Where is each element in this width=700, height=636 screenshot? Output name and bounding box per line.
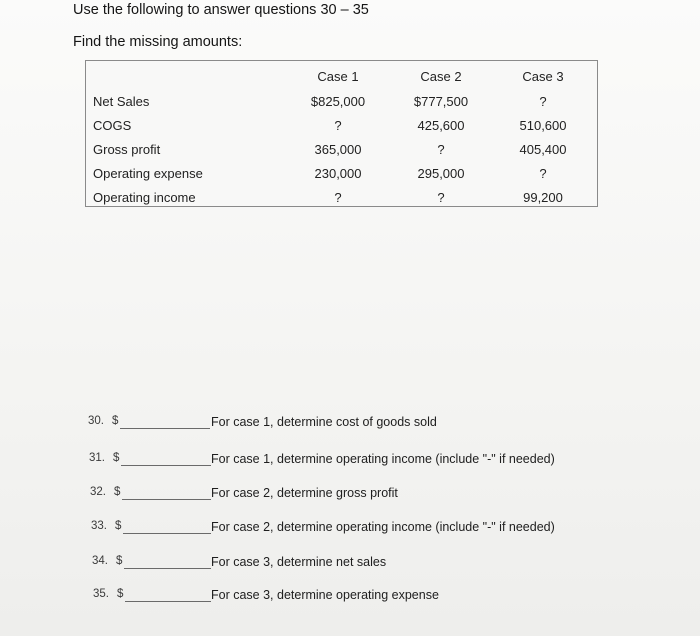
question-text-31: For case 1, determine operating income (include "-" if needed) xyxy=(211,452,555,466)
currency-symbol: $ xyxy=(114,486,121,498)
row-label-gross-profit: Gross profit xyxy=(93,142,161,157)
question-text-30: For case 1, determine cost of goods sold xyxy=(211,415,437,429)
question-number-34: 34. xyxy=(92,555,108,567)
row-label-net-sales: Net Sales xyxy=(93,94,150,109)
currency-symbol: $ xyxy=(116,555,123,567)
instructions-subheading: Find the missing amounts: xyxy=(73,34,243,50)
table-cell: 510,600 xyxy=(519,118,567,133)
answer-field-31[interactable] xyxy=(121,465,211,466)
table-cell: ? xyxy=(437,190,445,205)
table-header-case-1: Case 1 xyxy=(317,69,359,84)
table-cell: 365,000 xyxy=(314,142,362,157)
table-cell: ? xyxy=(539,166,547,181)
table-header-case-2: Case 2 xyxy=(420,69,462,84)
row-label-cogs: COGS xyxy=(93,118,132,133)
data-table xyxy=(85,60,598,207)
table-cell: ? xyxy=(539,94,547,109)
currency-symbol: $ xyxy=(115,520,122,532)
currency-symbol: $ xyxy=(117,588,124,600)
question-number-35: 35. xyxy=(93,588,109,600)
question-number-31: 31. xyxy=(89,452,105,464)
row-label-operating-expense: Operating expense xyxy=(93,166,203,181)
table-cell: 230,000 xyxy=(314,166,362,181)
table-cell: $777,500 xyxy=(413,94,469,109)
table-cell: 405,400 xyxy=(519,142,567,157)
currency-symbol: $ xyxy=(112,415,119,427)
table-cell: $825,000 xyxy=(310,94,366,109)
table-cell: 99,200 xyxy=(523,190,563,205)
question-text-35: For case 3, determine operating expense xyxy=(211,588,439,602)
answer-field-32[interactable] xyxy=(122,499,211,500)
table-cell: 425,600 xyxy=(417,118,465,133)
question-text-34: For case 3, determine net sales xyxy=(211,555,387,569)
answer-field-34[interactable] xyxy=(124,568,211,569)
table-cell: 295,000 xyxy=(417,166,465,181)
question-text-32: For case 2, determine gross profit xyxy=(211,486,398,500)
table-cell: ? xyxy=(437,142,445,157)
question-number-33: 33. xyxy=(91,520,107,532)
row-label-operating-income: Operating income xyxy=(93,190,196,205)
question-text-33: For case 2, determine operating income (include "-" if needed) xyxy=(211,520,555,534)
answer-field-30[interactable] xyxy=(120,428,210,429)
table-header-case-3: Case 3 xyxy=(522,69,564,84)
answer-field-33[interactable] xyxy=(123,533,211,534)
currency-symbol: $ xyxy=(113,452,120,464)
instructions-heading: Use the following to answer questions 30 – 35 xyxy=(73,2,369,18)
table-cell: ? xyxy=(334,190,342,205)
table-cell: ? xyxy=(334,118,342,133)
answer-field-35[interactable] xyxy=(125,601,211,602)
question-number-30: 30. xyxy=(88,415,104,427)
question-number-32: 32. xyxy=(90,486,106,498)
